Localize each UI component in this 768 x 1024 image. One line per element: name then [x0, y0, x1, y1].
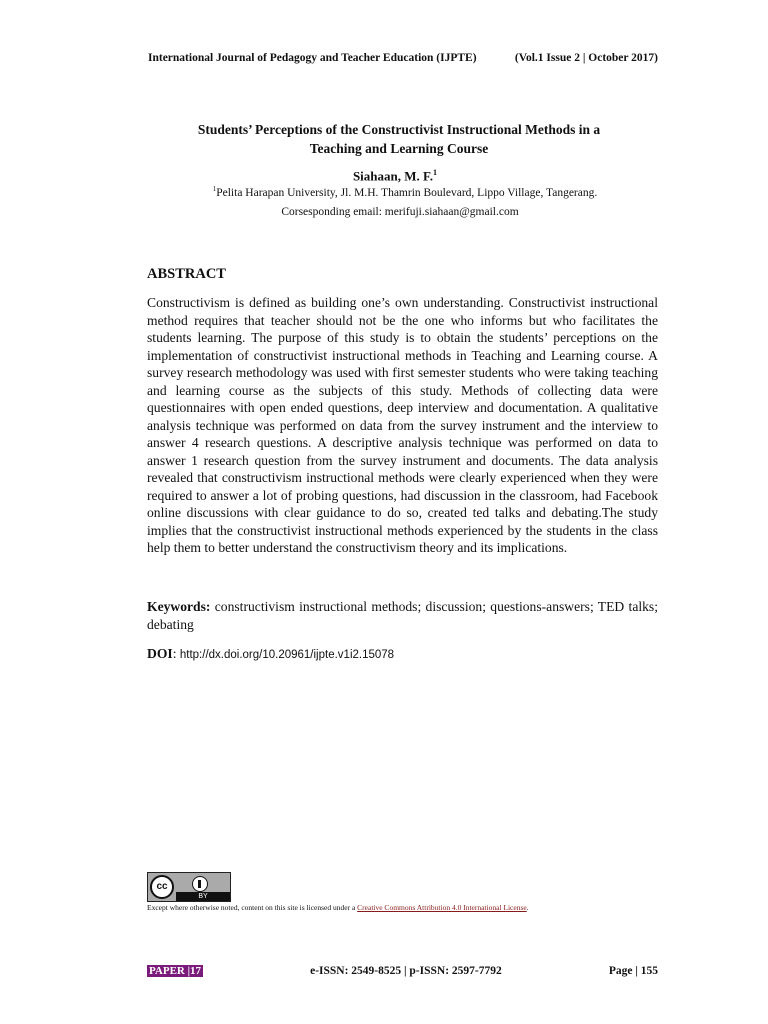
license-link[interactable]: Creative Commons Attribution 4.0 International License [357, 903, 527, 912]
issn-info: e-ISSN: 2549-8525 | p-ISSN: 2597-7792 [310, 965, 502, 977]
license-suffix: . [526, 903, 529, 912]
license-prefix: Except where otherwise noted, content on this site is licensed under a [147, 903, 358, 912]
abstract-text: Constructivism is defined as building one’s own understanding. Constructivist instructional method requires that teacher should not be the one who informs but who facilitates the students learning. The purpose of this study is to obtain the students’ perceptions on the implementation of constructivist instructional methods in Teaching and Learning course. A survey research methodology was used with first semester students who were taking teaching and learning course as the subjects of this study. Methods of collecting data were questionnaires with open ended questions, deep interview and documentation. A qualitative analysis technique was performed on data from the survey instrument and the interview to answer 4 research questions. A descriptive analysis technique was performed on data to answer 1 research question from the survey instrument and documents. The data analysis revealed that constructivism instructional methods were clearly experienced when they were required to answer a lot of probing questions, had discussion in the classroom, had Facebook online discussions with clear guidance to do so, created ted talks and debating.The study implies that the constructivist instructional methods experienced by the students in the class help them to better understand the constructivism theory and its implications. [147, 295, 658, 555]
page-footer [147, 965, 658, 977]
cc-by-badge[interactable] [147, 872, 231, 902]
keywords-text: constructivism instructional methods; discussion; questions-answers; TED talks; debating [147, 599, 658, 632]
title-line-1: Students’ Perceptions of the Constructivist Instructional Methods in a [197, 122, 601, 137]
cc-icon: cc [150, 875, 174, 899]
abstract-heading: ABSTRACT [147, 266, 226, 282]
keywords [147, 598, 658, 633]
license-notice [147, 903, 529, 912]
doi-label: DOI [147, 646, 173, 661]
title-line-2: Teaching and Learning Course [309, 141, 489, 156]
attribution-person-icon [192, 876, 208, 892]
keywords-label: Keywords: [147, 599, 211, 614]
page-number: Page | 155 [608, 965, 658, 977]
affiliation-text: Pelita Harapan University, Jl. M.H. Thamrin Boulevard, Lippo Village, Tangerang. [216, 186, 598, 199]
author-name: Siahaan, M. F. [352, 168, 434, 184]
doi [147, 646, 394, 662]
author-sup: 1 [433, 168, 438, 177]
doi-sep: : [172, 646, 180, 661]
by-label: BY [176, 892, 230, 901]
affiliation-sup: 1 [212, 185, 217, 193]
corresponding-email: Corsesponding email: merifuji.siahaan@gmail.com [281, 206, 519, 218]
issue-info: (Vol.1 Issue 2 | October 2017) [514, 52, 658, 64]
paper-title [120, 120, 678, 158]
affiliation [0, 185, 768, 199]
paper-number-badge: PAPER |17 [149, 965, 202, 977]
doi-link[interactable]: http://dx.doi.org/10.20961/ijpte.v1i2.15078 [179, 649, 395, 661]
author [0, 168, 768, 184]
journal-name: International Journal of Pedagogy and Teacher Education (IJPTE) [148, 52, 477, 64]
running-header [148, 52, 658, 64]
